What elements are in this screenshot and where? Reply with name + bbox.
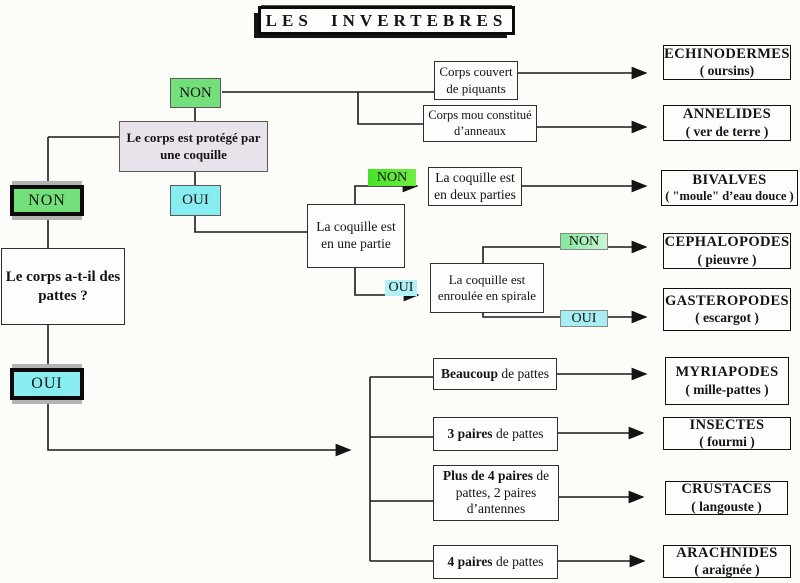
result-name: CEPHALOPODES <box>664 234 790 251</box>
result-name: ECHINODERMES <box>664 45 790 62</box>
cephalopodes-non-tag: NON <box>560 233 608 250</box>
result-example: ( fourmi ) <box>699 434 755 450</box>
result-box-cephalopodes <box>663 233 791 269</box>
criterion-four-plus-pairs-box <box>433 465 559 521</box>
criterion-many-legs-box <box>433 358 557 390</box>
result-name: ANNELIDES <box>682 106 772 123</box>
result-name: INSECTES <box>689 416 765 433</box>
criterion-many-legs-bold: Beaucoup <box>441 365 499 381</box>
result-box-crustaces <box>665 481 788 515</box>
shell-oui-box: OUI <box>170 185 221 216</box>
result-name: CRUSTACES <box>681 481 772 498</box>
gasteropodes-oui-tag: OUI <box>560 310 608 327</box>
result-example: ( ver de terre ) <box>685 123 769 139</box>
criterion-spiral-box: La coquille est enroulée en spirale <box>430 263 544 313</box>
one-part-question-box: La coquille est en une partie <box>307 204 405 268</box>
result-example: ( mille-pattes ) <box>685 381 769 397</box>
criterion-two-parts-box: La coquille est en deux parties <box>428 167 522 206</box>
criterion-three-pairs-rest: de pattes <box>492 425 544 441</box>
result-box-insectes <box>663 417 791 450</box>
result-example: ( araignée ) <box>694 562 760 578</box>
result-box-annelides <box>663 105 791 141</box>
result-example: ( escargot ) <box>695 310 759 326</box>
spiral-oui-tag: OUI <box>385 280 417 296</box>
criterion-spikes-box: Corps couvert de piquants <box>434 61 518 100</box>
result-name: ARACHNIDES <box>676 544 778 561</box>
result-box-gasteropodes <box>663 288 791 331</box>
criterion-three-pairs-bold: 3 paires <box>447 425 493 441</box>
result-name: MYRIAPODES <box>675 364 779 381</box>
two-parts-non-tag: NON <box>368 169 416 186</box>
root-question-box: Le corps a-t-il des pattes ? <box>1 248 125 325</box>
result-box-bivalves <box>661 170 798 206</box>
result-name: GASTEROPODES <box>664 292 790 309</box>
criterion-many-legs-rest: de pattes <box>498 365 549 381</box>
result-example: ( oursins) <box>699 63 755 79</box>
result-example: ( pieuvre ) <box>697 251 757 267</box>
result-example: ( langouste ) <box>691 498 762 514</box>
result-box-echinodermes <box>663 45 791 80</box>
result-name: BIVALVES <box>692 172 767 189</box>
criterion-three-pairs-box <box>433 417 558 451</box>
criterion-four-plus-pairs-rest: de pattes, 2 paires d’antennes <box>455 467 550 517</box>
criterion-rings-box: Corps mou constitué d’anneaux <box>423 105 537 142</box>
diagram-title: LES INVERTEBRES <box>258 6 515 35</box>
root-non-box: NON <box>10 185 84 216</box>
result-box-arachnides <box>663 545 791 578</box>
criterion-four-pairs-bold: 4 paires <box>447 553 493 569</box>
root-oui-box: OUI <box>10 368 84 400</box>
criterion-four-plus-pairs-bold: Plus de 4 paires <box>442 467 533 483</box>
shell-non-box: NON <box>170 78 221 108</box>
criterion-four-pairs-rest: de pattes <box>492 553 544 569</box>
criterion-four-pairs-box <box>433 545 558 579</box>
result-box-myriapodes <box>665 357 789 405</box>
shell-question-box: Le corps est protégé par une coquille <box>119 121 268 172</box>
result-example: ( "moule" d’eau douce ) <box>665 189 794 204</box>
